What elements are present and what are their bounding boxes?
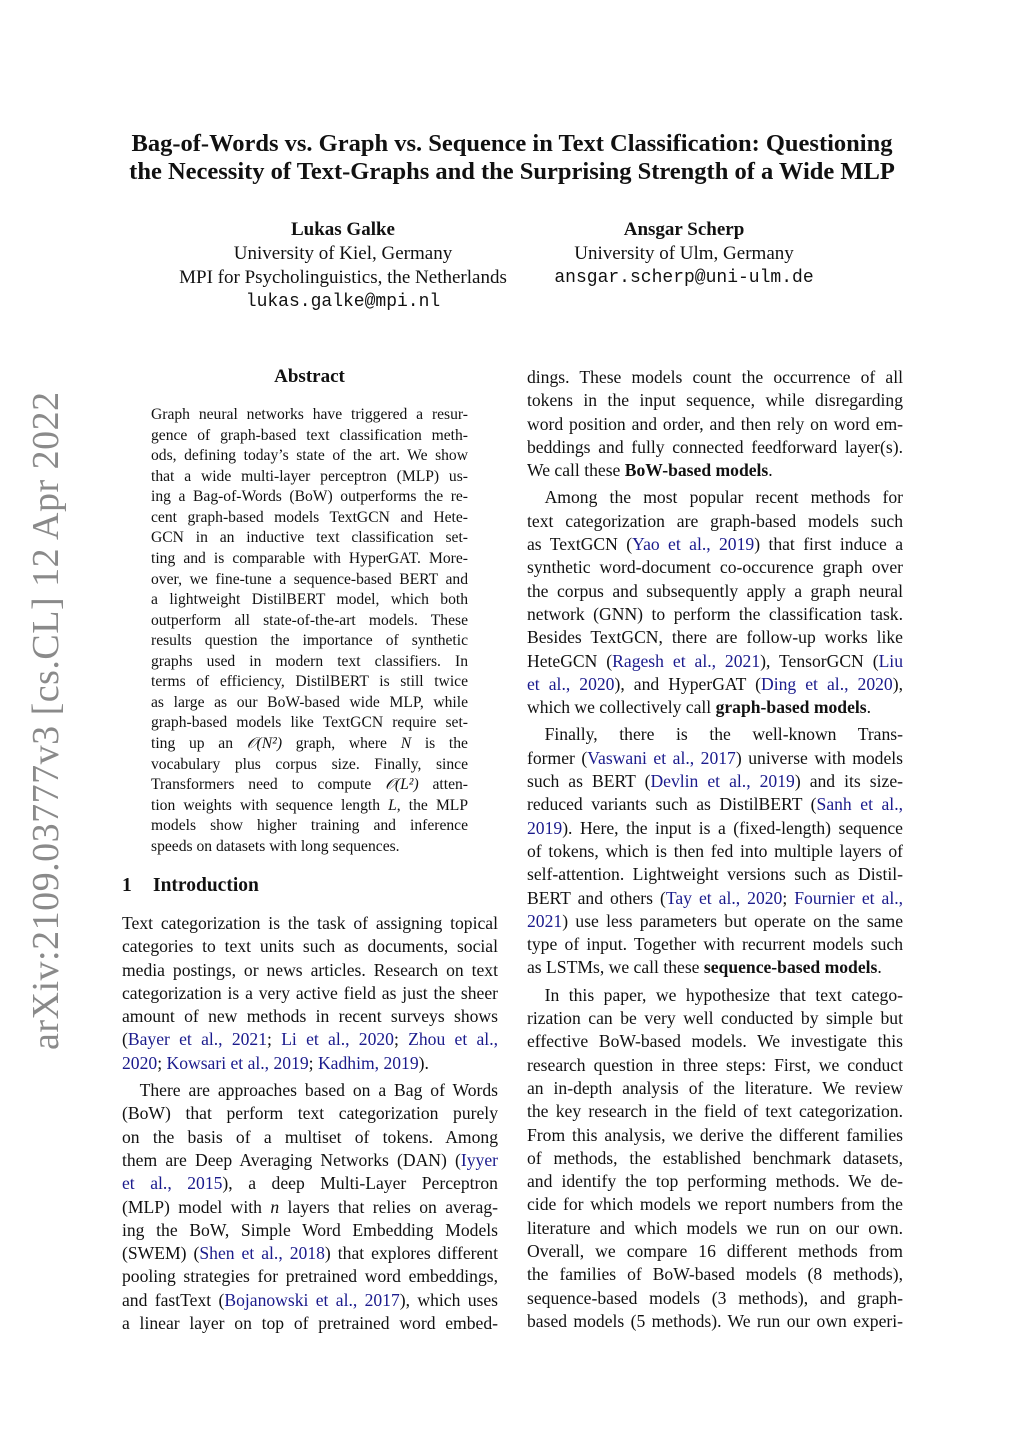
text-line: outperform all state-of-the-art models. These <box>151 611 468 629</box>
citation-link[interactable]: Shen et al., 2018 <box>199 1243 325 1264</box>
section-title: Introduction <box>153 875 259 896</box>
text-line: on the basis of a multiset of tokens. Among <box>122 1126 498 1147</box>
text-line: (Bayer et al., 2021; Li et al., 2020; Zhou et al., <box>122 1029 498 1050</box>
bold-term: BoW-based models <box>624 460 769 481</box>
text-line: text categorization are graph-based models such <box>527 510 903 531</box>
paragraph <box>527 984 903 1333</box>
text-line: reduced variants such as DistilBERT (Sanh et al., <box>527 794 903 815</box>
author-name: Ansgar Scherp <box>623 219 745 240</box>
text-line: graph-based models like TextGCN require set- <box>151 714 468 732</box>
text-line: From this analysis, we derive the different families <box>527 1124 903 1145</box>
text-line: 2021) use less parameters but operate on the same <box>527 910 903 931</box>
text-line: 2019). Here, the input is a (fixed-length) sequence <box>527 817 903 838</box>
text-line: Overall, we compare 16 different methods from <box>527 1240 903 1261</box>
text-line: ing a Bag-of-Words (BoW) outperforms the re- <box>151 488 468 506</box>
text-line: media postings, or news articles. Research on text <box>122 959 498 980</box>
author-affiliation: University of Ulm, Germany <box>574 243 794 264</box>
text-line: as TextGCN (Yao et al., 2019) that first induce a <box>527 534 904 555</box>
paragraph <box>527 486 903 719</box>
math-expression: n <box>270 1196 280 1217</box>
text-line: over, we fine-tune a sequence-based BERT and <box>151 570 468 588</box>
author-email[interactable]: ansgar.scherp@uni-ulm.de <box>554 268 814 288</box>
text-line: models show higher training and inference <box>151 817 468 835</box>
citation-link[interactable]: Fournier et al., <box>794 887 904 908</box>
text-line: synthetic word-document co-occurence graph over <box>527 557 903 578</box>
text-line: Text categorization is the task of assigning topical <box>122 913 498 933</box>
text-line: effective BoW-based models. We investigate this <box>527 1031 903 1052</box>
text-line: GCN in an inductive text classification set- <box>151 529 468 547</box>
text-line: network (GNN) to perform the classification task. <box>527 603 903 624</box>
text-line: which we collectively call graph-based models. <box>527 697 872 718</box>
citation-link[interactable]: et al., 2015 <box>122 1173 223 1194</box>
text-line: based models (5 methods). We run our own experi- <box>527 1310 903 1331</box>
citation-link[interactable]: Sanh et al., <box>816 794 903 815</box>
section-heading <box>122 875 259 897</box>
text-line: the key research in the field of text categorization. <box>527 1101 903 1122</box>
text-line: rization can be very well conducted by simple but <box>527 1008 903 1029</box>
right-column-body <box>527 366 903 1333</box>
math-expression: 𝒪(L²) <box>385 776 419 794</box>
text-line: gence of graph-based text classification meth- <box>151 426 468 444</box>
text-line: Graph neural networks have triggered a resur- <box>151 406 468 423</box>
text-line: dings. These models count the occurrence of all <box>527 367 903 387</box>
text-line: amount of new methods in recent surveys shows <box>122 1006 498 1027</box>
text-line: ting up an 𝒪(N²) graph, where N is the <box>151 735 468 752</box>
citation-link[interactable]: Kowsari et al., 2019 <box>166 1052 309 1073</box>
math-expression: L <box>388 796 397 814</box>
text-line: ting and is comparable with HyperGAT. More- <box>151 549 468 567</box>
text-line: of tokens, which is then fed into multiple layers of <box>527 840 903 861</box>
text-line: Finally, there is the well-known Trans- <box>527 724 903 745</box>
author-email[interactable]: lukas.galke@mpi.nl <box>245 292 441 312</box>
math-expression: 𝒪(N²) <box>246 735 283 752</box>
paragraph <box>122 1079 498 1335</box>
text-line: pooling strategies for pretrained word embeddings, <box>122 1266 498 1287</box>
title-line: Bag-of-Words vs. Graph vs. Sequence in Text Classification: Questioning <box>131 130 893 157</box>
text-line: the corpus and subsequently apply a graph neural <box>527 580 903 601</box>
text-line: former (Vaswani et al., 2017) universe with models <box>527 747 904 768</box>
citation-link[interactable]: Devlin et al., 2019 <box>650 771 795 792</box>
text-line: (MLP) model with n layers that relies on averag- <box>122 1196 498 1217</box>
text-line: self-attention. Lightweight versions such as Distil- <box>527 864 903 885</box>
citation-link[interactable]: et al., 2020 <box>527 673 615 694</box>
text-line: type of input. Together with recurrent models such <box>527 934 903 955</box>
text-line: word position and order, and then rely on word em- <box>527 413 903 434</box>
text-line: that a wide multi-layer perceptron (MLP) us- <box>151 467 468 485</box>
text-line: results question the importance of synthetic <box>151 632 468 650</box>
paragraph <box>527 723 903 979</box>
abstract-heading: Abstract <box>274 366 345 387</box>
bold-term: graph-based models <box>715 697 867 718</box>
text-line: (BoW) that perform text categorization purely <box>122 1103 498 1124</box>
bold-term: sequence-based models <box>703 957 878 978</box>
text-line: Transformers need to compute 𝒪(L²) atten- <box>151 776 468 794</box>
text-line: HeteGCN (Ragesh et al., 2021), TensorGCN (Liu <box>527 650 903 671</box>
text-line: ing the BoW, Simple Word Embedding Models <box>122 1219 498 1240</box>
text-line: categories to text units such as documents, social <box>122 936 498 957</box>
text-line: them are Deep Averaging Networks (DAN) (Iyyer <box>122 1149 498 1170</box>
text-line: We call these BoW-based models. <box>527 460 773 481</box>
text-line: research question in three steps: First, we conduct <box>527 1054 903 1075</box>
text-line: In this paper, we hypothesize that text catego- <box>527 984 903 1005</box>
paragraph <box>122 912 498 1075</box>
math-expression: N <box>400 735 412 752</box>
text-line: Besides TextGCN, there are follow-up works like <box>527 627 903 648</box>
text-line: cide for which models we report numbers from the <box>527 1194 903 1215</box>
citation-link[interactable]: 2021 <box>527 910 563 931</box>
text-line: et al., 2020), and HyperGAT (Ding et al., 2020), <box>527 673 903 694</box>
citation-link[interactable]: Bojanowski et al., 2017 <box>224 1289 400 1310</box>
author-block <box>530 218 838 290</box>
author-affiliation: MPI for Psycholinguistics, the Netherlands <box>179 267 507 288</box>
citation-link[interactable]: Iyyer <box>460 1149 498 1170</box>
citation-link[interactable]: Ding et al., 2020 <box>761 673 893 694</box>
text-line: an in-depth analysis of the literature. We review <box>527 1077 903 1098</box>
paragraph <box>151 405 468 857</box>
citation-link[interactable]: Liu <box>878 650 903 671</box>
citation-link[interactable]: Vaswani et al., 2017 <box>587 747 736 768</box>
text-line: vocabulary plus corpus size. Finally, since <box>151 755 468 773</box>
text-line: tokens in the input sequence, while disregarding <box>527 390 903 411</box>
text-line: et al., 2015), a deep Multi-Layer Perceptron <box>122 1173 498 1194</box>
left-column-body <box>122 912 498 1335</box>
section-number: 1 <box>122 875 132 896</box>
citation-link[interactable]: Yao et al., 2019 <box>632 534 755 555</box>
text-line: and identify the top performing methods. We de- <box>527 1171 903 1192</box>
text-line: 2020; Kowsari et al., 2019; Kadhim, 2019). <box>122 1052 429 1073</box>
text-line: (SWEM) (Shen et al., 2018) that explores different <box>122 1243 498 1264</box>
text-line: and fastText (Bojanowski et al., 2017), which uses <box>122 1289 498 1310</box>
citation-link[interactable]: Ragesh et al., 2021 <box>612 650 761 671</box>
text-line: categorization is a very active field as just the sheer <box>122 982 498 1003</box>
text-line: beddings and fully connected feedforward layer(s). <box>527 436 903 457</box>
citation-link[interactable]: Kadhim, 2019 <box>317 1052 419 1073</box>
text-line: such as BERT (Devlin et al., 2019) and its size- <box>527 771 903 792</box>
paper-title <box>0 130 1024 186</box>
text-line: sequence-based models (3 methods), and graph- <box>527 1287 903 1308</box>
author-block <box>160 218 526 314</box>
text-line: tion weights with sequence length L, the MLP <box>151 796 469 814</box>
citation-link[interactable]: Zhou et al., <box>408 1029 498 1050</box>
text-line: as large as our BoW-based wide MLP, while <box>151 693 468 711</box>
author-affiliation: University of Kiel, Germany <box>233 243 453 264</box>
text-line: cent graph-based models TextGCN and Hete- <box>151 508 468 526</box>
citation-link[interactable]: 2019 <box>527 817 563 838</box>
text-line: BERT and others (Tay et al., 2020; Fournier et al., <box>527 887 904 908</box>
citation-link[interactable]: Li et al., 2020 <box>281 1029 394 1050</box>
text-line: There are approaches based on a Bag of Words <box>122 1080 498 1101</box>
text-line: a linear layer on top of pretrained word embed- <box>122 1313 498 1334</box>
text-line: of methods, the established benchmark datasets, <box>527 1147 903 1168</box>
citation-link[interactable]: Tay et al., 2020 <box>665 887 783 908</box>
author-name: Lukas Galke <box>290 219 395 240</box>
citation-link[interactable]: 2020 <box>122 1052 158 1073</box>
arxiv-identifier-stamp: arXiv:2109.03777v3 [cs.CL] 12 Apr 2022 <box>25 391 67 1050</box>
citation-link[interactable]: Bayer et al., 2021 <box>127 1029 268 1050</box>
text-line: literature and which models we run on our own. <box>527 1217 903 1238</box>
abstract-body <box>151 405 468 857</box>
text-line: speeds on datasets with long sequences. <box>151 837 400 855</box>
text-line: terms of efficiency, DistilBERT is still twice <box>151 673 468 691</box>
text-line: the families of BoW-based models (8 methods), <box>527 1264 903 1285</box>
text-line: a lightweight DistilBERT model, which both <box>151 591 468 609</box>
title-line: the Necessity of Text-Graphs and the Surprising Strength of a Wide MLP <box>129 158 895 185</box>
text-line: ods, defining today’s state of the art. We show <box>151 447 468 465</box>
text-line: as LSTMs, we call these sequence-based models. <box>527 957 882 978</box>
paragraph <box>527 366 903 482</box>
text-line: Among the most popular recent methods for <box>527 487 903 508</box>
text-line: graphs used in modern text classifiers. In <box>151 652 468 670</box>
